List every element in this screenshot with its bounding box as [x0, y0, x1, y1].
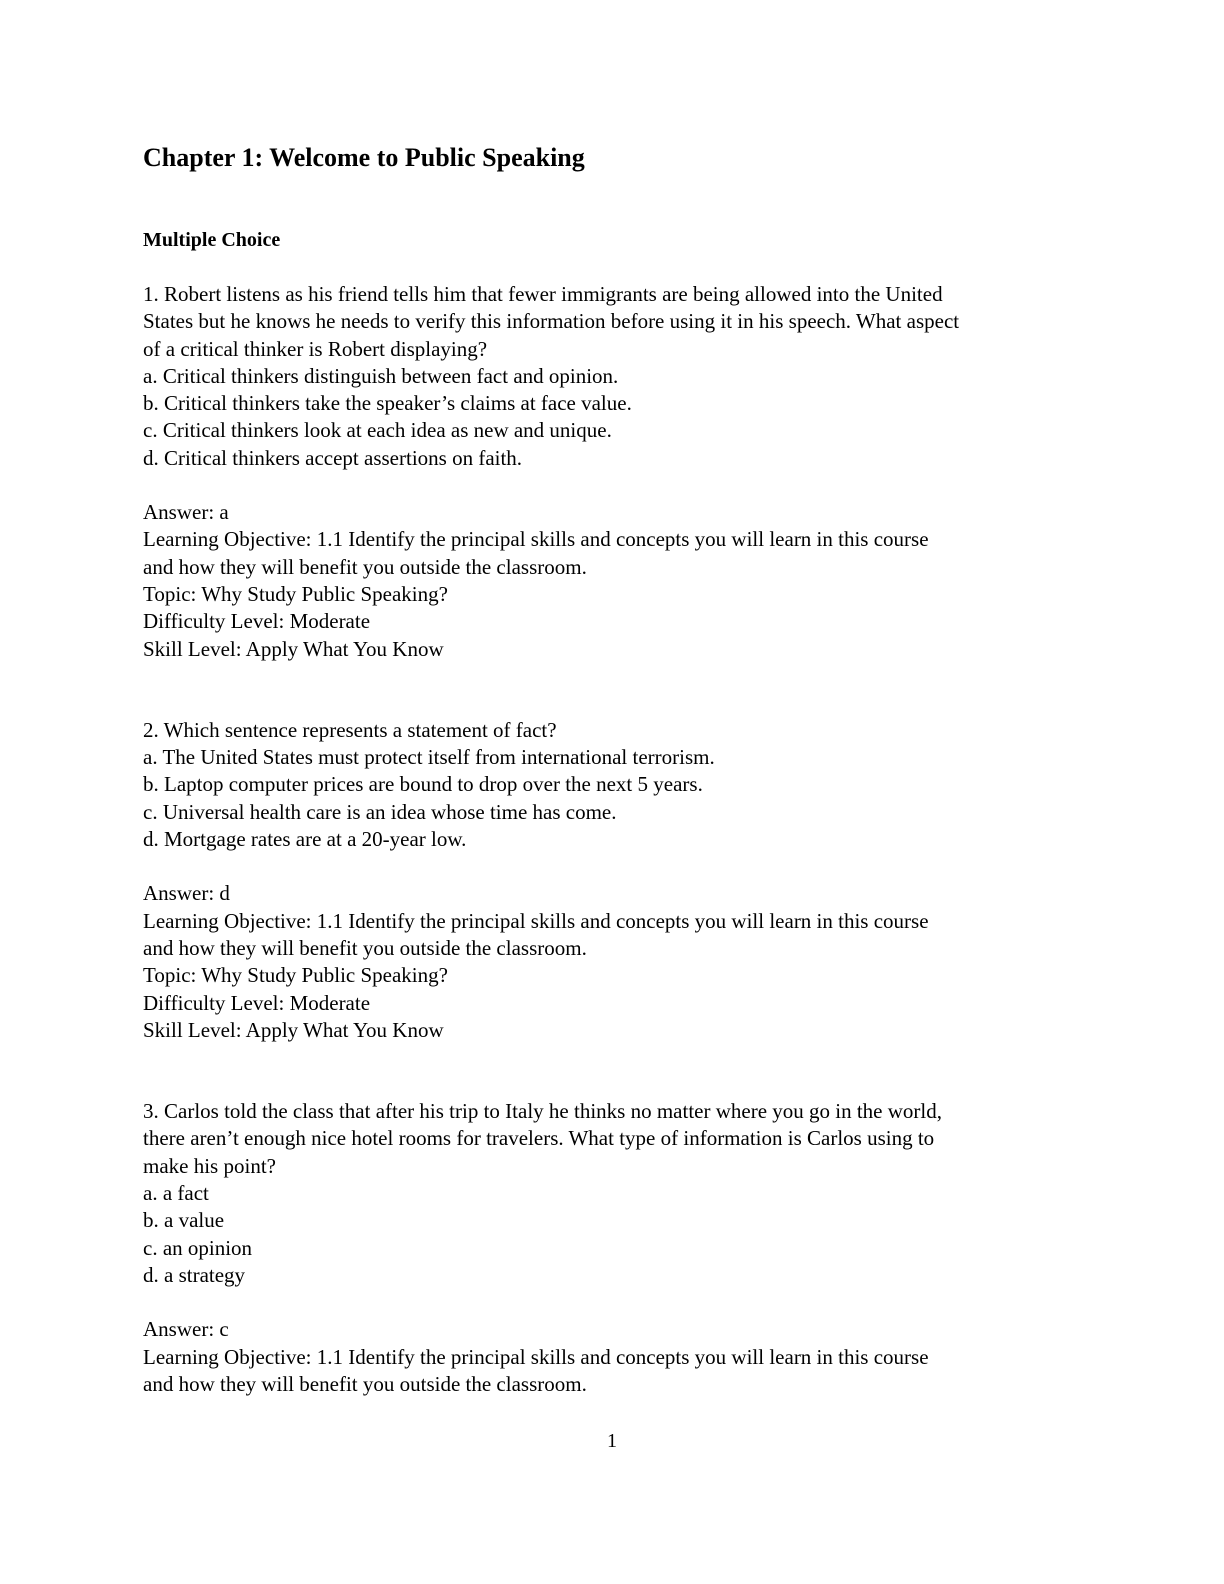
skill-level: Skill Level: Apply What You Know	[143, 636, 444, 661]
answer-key: Answer: d	[143, 881, 230, 906]
question-1	[143, 281, 1083, 663]
topic: Topic: Why Study Public Speaking?	[143, 963, 448, 988]
question-metadata	[143, 1316, 1083, 1398]
question-metadata	[143, 499, 1083, 663]
question-stem-line: States but he knows he needs to verify this information before using it in his speech. What aspect	[143, 309, 960, 334]
topic: Topic: Why Study Public Speaking?	[143, 581, 448, 606]
chapter-title: Chapter 1: Welcome to Public Speaking	[143, 143, 585, 172]
learning-objective: and how they will benefit you outside the classroom.	[143, 935, 587, 960]
answer-option: d. a strategy	[143, 1262, 246, 1287]
answer-option: b. Laptop computer prices are bound to drop over the next 5 years.	[143, 772, 703, 797]
answer-option: a. a fact	[143, 1181, 209, 1206]
question-stem-line: 1. Robert listens as his friend tells him that fewer immigrants are being allowed into the United	[143, 282, 943, 306]
learning-objective: and how they will benefit you outside the classroom.	[143, 554, 587, 579]
question-stem-line: 2. Which sentence represents a statement of fact?	[143, 717, 557, 742]
question-metadata	[143, 880, 1083, 1044]
page-number: 1	[607, 1430, 617, 1452]
page-content	[143, 140, 1083, 1398]
question-stem-line: 3. Carlos told the class that after his trip to Italy he thinks no matter where you go in the world,	[143, 1099, 942, 1124]
answer-option: d. Mortgage rates are at a 20-year low.	[143, 827, 467, 852]
answer-option: b. Critical thinkers take the speaker’s claims at face value.	[143, 391, 632, 416]
question-stem-line: make his point?	[143, 1153, 276, 1178]
question-3	[143, 1098, 1083, 1398]
answer-option: d. Critical thinkers accept assertions on faith.	[143, 445, 523, 470]
skill-level: Skill Level: Apply What You Know	[143, 1017, 444, 1042]
difficulty-level: Difficulty Level: Moderate	[143, 990, 371, 1015]
answer-option: a. Critical thinkers distinguish between fact and opinion.	[143, 363, 619, 388]
answer-option: c. an opinion	[143, 1235, 253, 1260]
learning-objective: and how they will benefit you outside the classroom.	[143, 1371, 587, 1396]
answer-option: c. Universal health care is an idea whose time has come.	[143, 799, 617, 824]
answer-key: Answer: a	[143, 500, 229, 525]
learning-objective: Learning Objective: 1.1 Identify the principal skills and concepts you will learn in this course	[143, 908, 929, 933]
difficulty-level: Difficulty Level: Moderate	[143, 609, 371, 634]
learning-objective: Learning Objective: 1.1 Identify the principal skills and concepts you will learn in this course	[143, 527, 929, 552]
answer-key: Answer: c	[143, 1317, 229, 1342]
answer-option: c. Critical thinkers look at each idea as new and unique.	[143, 418, 612, 443]
question-stem-line: there aren’t enough nice hotel rooms for travelers. What type of information is Carlos using to	[143, 1126, 935, 1151]
learning-objective: Learning Objective: 1.1 Identify the principal skills and concepts you will learn in this course	[143, 1344, 929, 1369]
answer-option: b. a value	[143, 1208, 225, 1233]
question-stem-line: of a critical thinker is Robert displaying?	[143, 336, 488, 361]
answer-option: a. The United States must protect itself from international terrorism.	[143, 745, 715, 770]
section-heading: Multiple Choice	[143, 229, 281, 251]
question-2	[143, 717, 1083, 1044]
